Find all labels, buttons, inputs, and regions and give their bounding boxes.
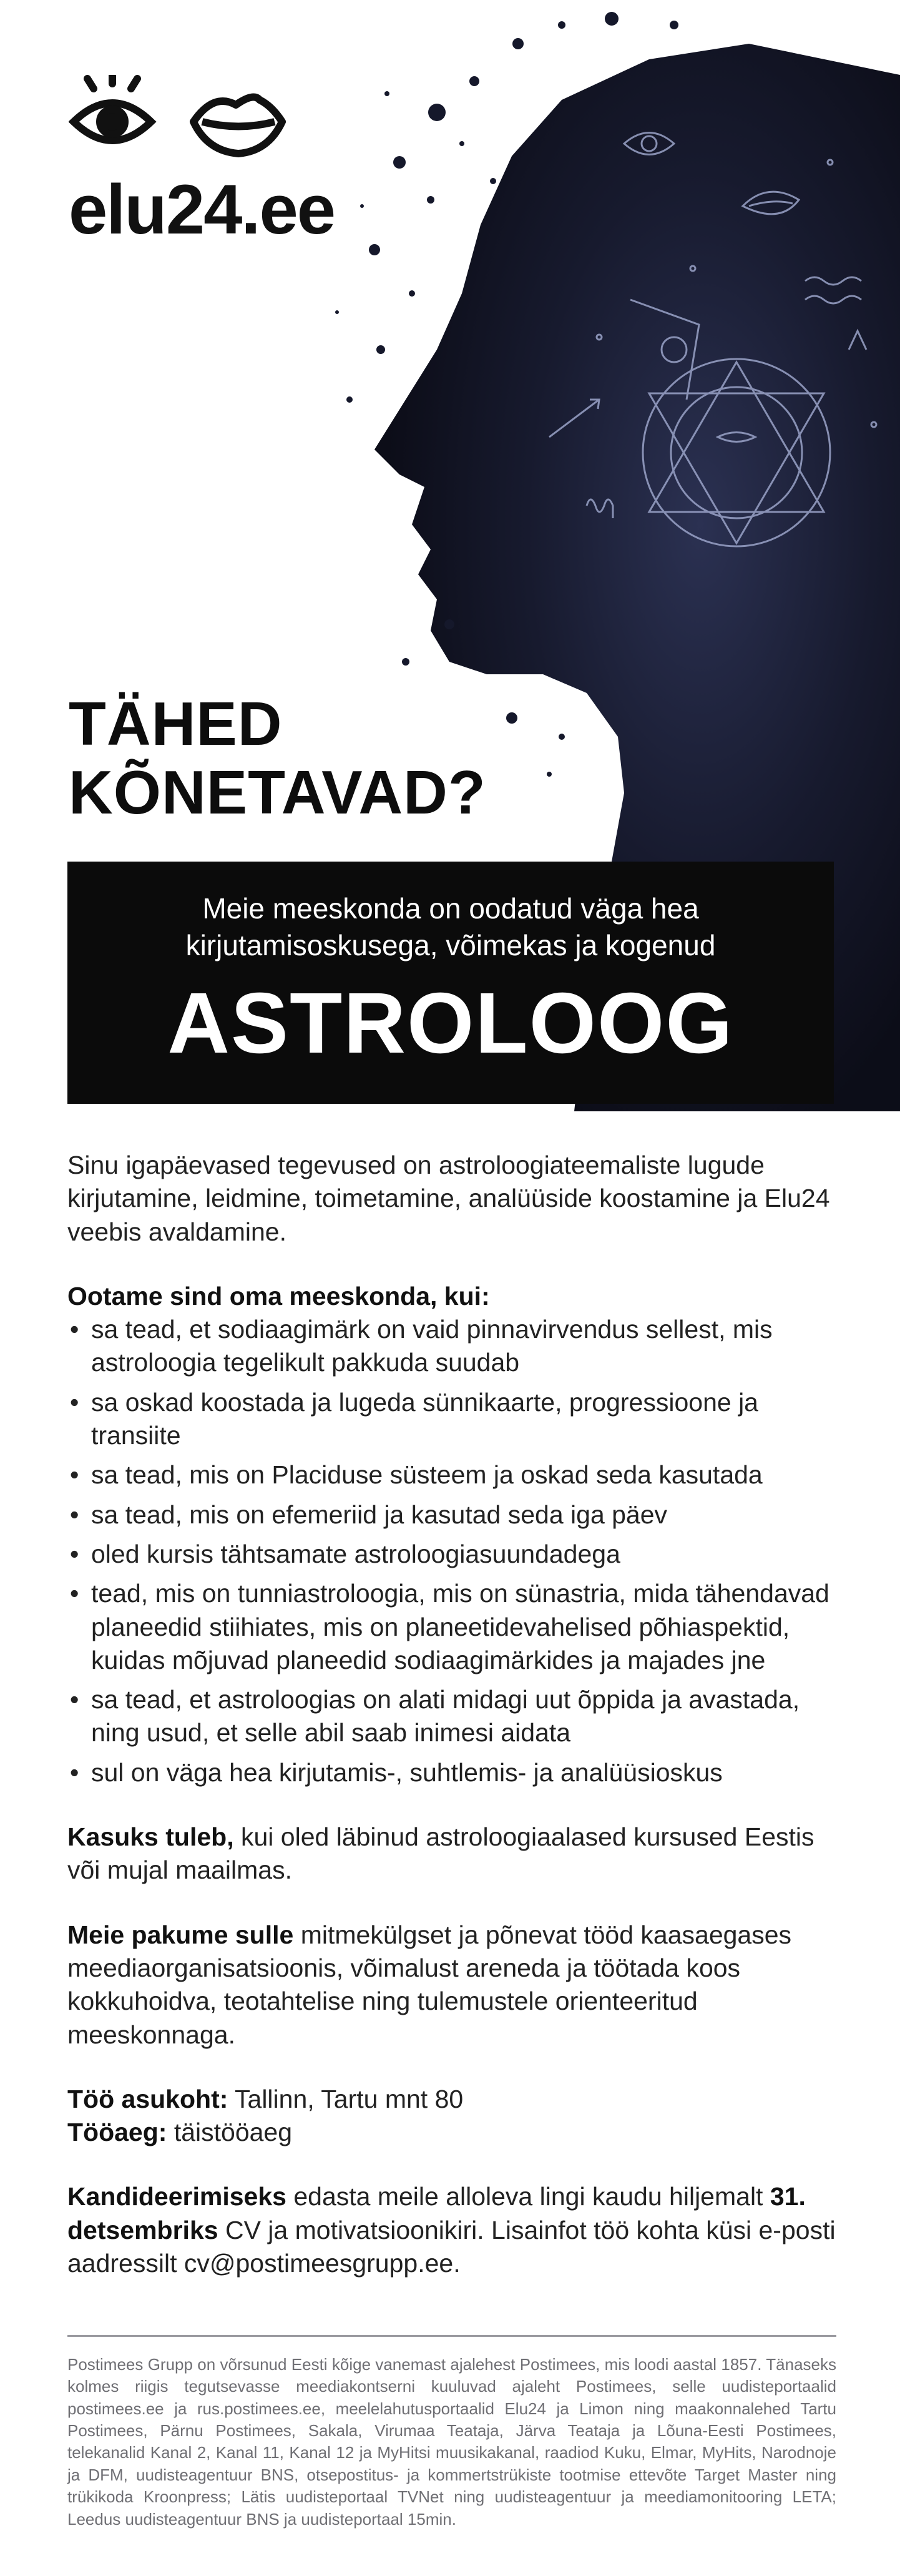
job-title: ASTROLOOG [167,975,734,1071]
requirements-list [67,1313,836,1789]
requirements-heading: Ootame sind oma meeskonda, kui: [67,1281,490,1310]
advantage-lead: Kasuks tuleb, [67,1822,234,1852]
offer-text: mitmekülgset ja põnevat tööd kaasaegases meediaorganisatsioonis, võimalust areneda ja töötada koos kokkuhoidva, teotahtelise ning tulemustele orienteeritud meeskonnaga. [67,1920,792,2049]
apply-paragraph [67,2180,836,2280]
work-time-label: Tööaeg: [67,2118,167,2147]
intro-text: Sinu igapäevased tegevused on astroloogiateemaliste lugude kirjutamine, leidmine, toimetamine, analüüside koostamine ja Elu24 veebis avaldamine. [67,1151,830,1246]
list-item: • sa tead, et astroloogias on alati midagi uut õppida ja avastada, ning usud, et selle abil saab inimesi aidata [67,1683,836,1750]
headline-line-2: KÕNETAVAD? [69,757,486,827]
work-location-value: Tallinn, Tartu mnt 80 [228,2084,464,2113]
work-location-label: Töö asukoht: [67,2084,228,2113]
list-item: • tead, mis on tunniastroloogia, mis on sünastria, mida tähendavad planeedid stiihiates, mis on planeetidevahelised põhiaspektid, kuidas mõjuvad planeedid sodiaagimärkides ja majades jne [67,1577,836,1677]
hero [0,0,900,1111]
offer-paragraph [67,1919,836,2052]
list-item: • sa oskad koostada ja lugeda sünnikaarte, progressioone ja transiite [67,1386,836,1453]
job-title-banner [67,862,834,1104]
advantage-text: kui oled läbinud astroloogiaalased kursused Eestis või mujal maailmas. [67,1822,814,1885]
list-item: • sa tead, et sodiaagimärk on vaid pinnavirvendus sellest, mis astroloogia tegelikult pakkuda suudab [67,1313,836,1380]
brand-logo[interactable] [69,75,335,248]
list-item: • oled kursis tähtsamate astroloogiasuundadega [67,1538,836,1571]
job-description [67,1149,836,2280]
apply-text-2: CV ja motivatsioonikiri. Lisainfot töö kohta küsi e-posti aadressilt cv@postimeesgrupp.ee. [67,2215,836,2278]
brand-name: elu24.ee [69,170,335,248]
banner-intro-line-2: kirjutamisoskusega, võimekas ja kogenud [185,928,716,961]
advantage-paragraph [67,1821,836,1887]
apply-deadline: 31. detsembriks [67,2182,806,2244]
banner-intro-line-1: Meie meeskonda on oodatud väga hea [202,892,699,925]
headline [69,690,486,827]
work-time-value: täistööaeg [167,2118,293,2147]
work-time [67,2116,836,2149]
work-location [67,2083,836,2116]
list-item: • sul on väga hea kirjutamis-, suhtlemis- ja analüüsioskus [67,1756,836,1789]
headline-line-1: TÄHED [69,689,283,758]
eye-icon [74,75,151,140]
list-item: • sa tead, mis on Placiduse süsteem ja oskad seda kasutada [67,1458,836,1492]
footer-divider [67,2335,836,2337]
lips-icon [193,97,282,154]
apply-text-1: edasta meile alloleva lingi kaudu hiljemalt [286,2182,770,2211]
company-footer: Postimees Grupp on võrsunud Eesti kõige vanemast ajalehest Postimees, mis loodi aastal 1857. Tänaseks kolmes riigis tegutsevasse meediakontserni kuuluvad ajaleht Postimees, selle uudisteportaalid postimees.ee ja rus.postimees.ee, meelelahutusportaalid Elu24 ja Limon ning maakonnalehed Tartu Postimees, Pärnu Postimees, Sakala, Virumaa Teataja, Järva Teataja ja Lõuna-Eesti Postimees, telekanalid Kanal 2, Kanal 11, Kanal 12 ja MyHitsi muusikakanal, raadiod Kuku, Elmar, MyHits, Narodnoje ja DFM, uudisteagentuur BNS, otsepostitus- ja kommertstrükiste tootmise ettevõte Target Master ning trükikoda Kroonpress; Lätis uudisteportaal TVNet ning uudisteagentuur ja meediamonitooring LETA; Leedus uudisteagentuur BNS ja uudisteportaal 15min. [67,2355,836,2529]
apply-lead: Kandideerimiseks [67,2182,286,2211]
banner-intro [67,890,834,964]
list-item: • sa tead, mis on efemeriid ja kasutad seda iga päev [67,1498,836,1531]
offer-lead: Meie pakume sulle [67,1920,294,1949]
